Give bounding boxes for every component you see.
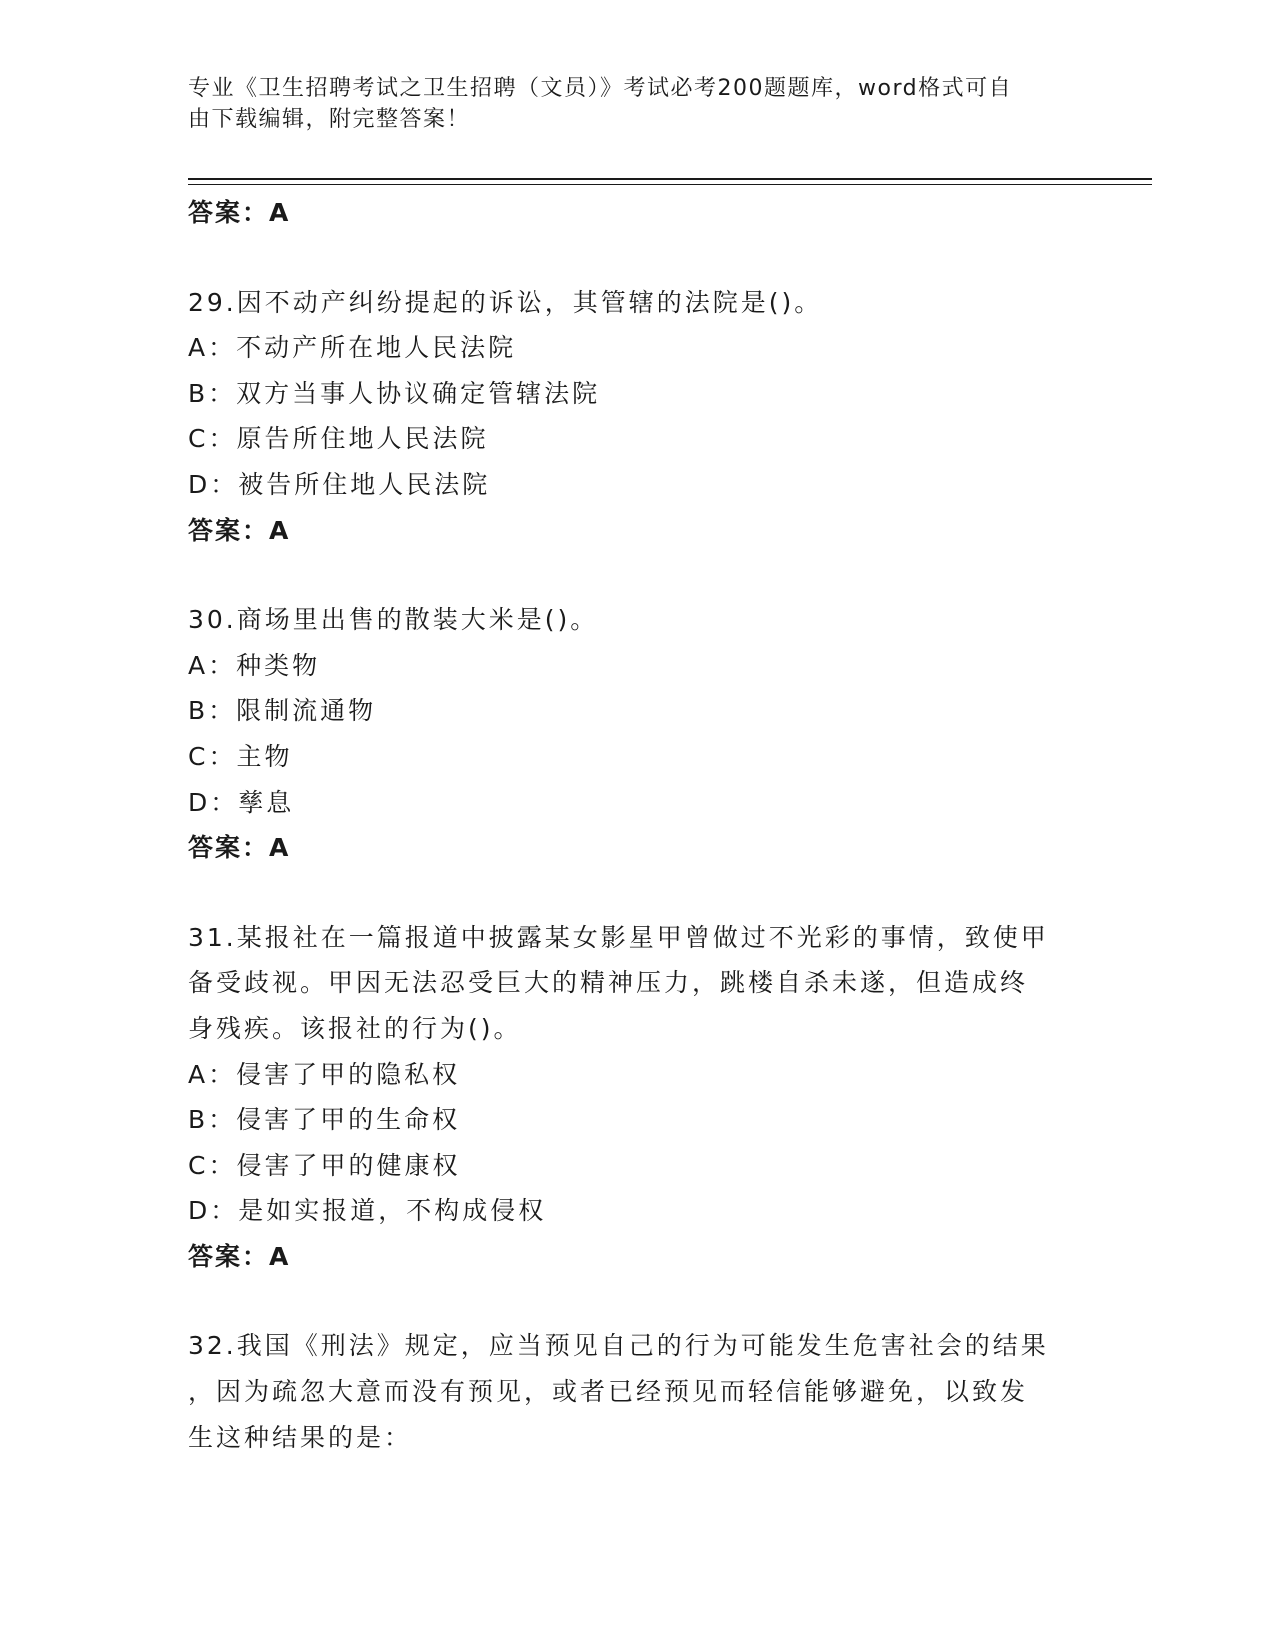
option-a: A：侵害了甲的隐私权 bbox=[188, 1059, 461, 1089]
header-line-1: 专业《卫生招聘考试之卫生招聘（文员）》考试必考200题题库，word格式可自 bbox=[188, 76, 1013, 101]
option-a: A：种类物 bbox=[188, 650, 321, 680]
option-c: C：侵害了甲的健康权 bbox=[188, 1150, 461, 1180]
header-divider-thin bbox=[188, 184, 1152, 185]
option-a: A：不动产所在地人民法院 bbox=[188, 333, 517, 363]
question-stem: 29.因不动产纠纷提起的诉讼，其管辖的法院是()。 bbox=[188, 287, 823, 317]
option-d: D：是如实报道，不构成侵权 bbox=[188, 1196, 547, 1226]
question-stem-line-1: 32.我国《刑法》规定，应当预见自己的行为可能发生危害社会的结果 bbox=[188, 1331, 1049, 1361]
answer-line: 答案：A bbox=[188, 833, 291, 863]
option-c: C：主物 bbox=[188, 741, 293, 771]
option-b: B：双方当事人协议确定管辖法院 bbox=[188, 378, 601, 408]
answer-line: 答案：A bbox=[188, 1241, 291, 1271]
document-header bbox=[188, 73, 1068, 135]
option-c: C：原告所住地人民法院 bbox=[188, 424, 489, 454]
header-line-2: 由下载编辑，附完整答案！ bbox=[188, 107, 471, 132]
header-divider-thick bbox=[188, 178, 1152, 180]
option-b: B：侵害了甲的生命权 bbox=[188, 1105, 461, 1135]
question-list bbox=[188, 190, 1088, 1460]
question-stem-line-3: 生这种结果的是： bbox=[188, 1422, 413, 1452]
answer-line-previous: 答案：A bbox=[188, 198, 291, 227]
answer-line: 答案：A bbox=[188, 515, 291, 545]
option-b: B：限制流通物 bbox=[188, 696, 377, 726]
question-stem-line-2: ，因为疏忽大意而没有预见，或者已经预见而轻信能够避免，以致发 bbox=[188, 1377, 1029, 1407]
question-block-32 bbox=[188, 1323, 1088, 1460]
question-stem-line-1: 31.某报社在一篇报道中披露某女影星甲曾做过不光彩的事情，致使甲 bbox=[188, 922, 1049, 952]
question-stem-line-3: 身残疾。该报社的行为()。 bbox=[188, 1013, 522, 1043]
option-d: D：孳息 bbox=[188, 787, 295, 817]
question-stem: 30.商场里出售的散装大米是()。 bbox=[188, 605, 599, 635]
question-block-30 bbox=[188, 597, 1088, 871]
option-d: D：被告所住地人民法院 bbox=[188, 469, 491, 499]
question-block-31 bbox=[188, 915, 1088, 1280]
question-stem-line-2: 备受歧视。甲因无法忍受巨大的精神压力，跳楼自杀未遂，但造成终 bbox=[188, 968, 1029, 998]
question-block-29 bbox=[188, 280, 1088, 554]
